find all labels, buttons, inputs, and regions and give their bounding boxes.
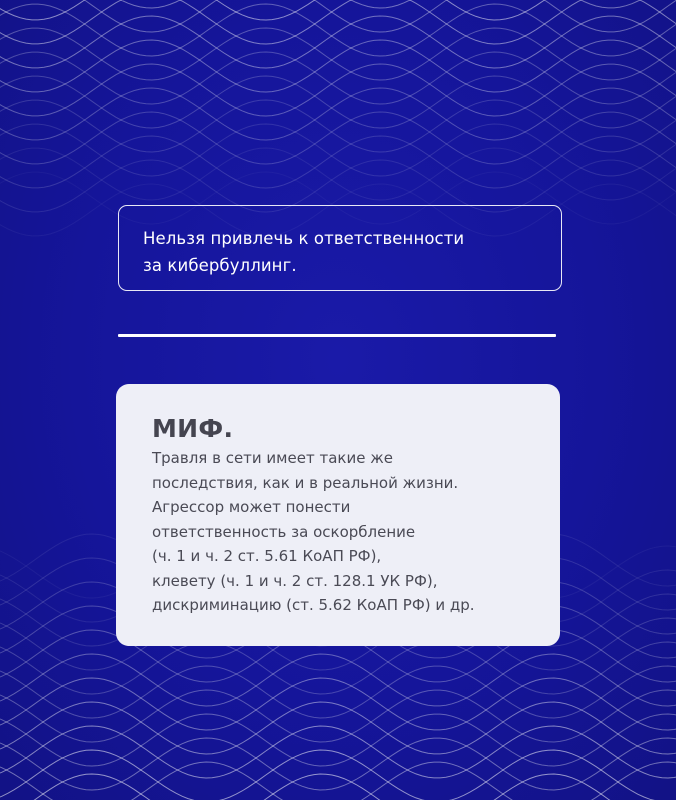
card-title: МИФ. (152, 414, 234, 443)
card-body-line-4: ответственность за оскорбление (152, 522, 416, 541)
divider-line (118, 334, 556, 337)
wave-line (0, 762, 676, 800)
wave-line (0, 0, 676, 20)
card-body-line-7: дискриминацию (ст. 5.62 КоАП РФ) и др. (152, 596, 475, 614)
myth-statement-box (118, 205, 562, 291)
card-body-line-3: Агрессор может понести (152, 498, 351, 516)
card-body (152, 446, 542, 618)
myth-statement-line-1: Нельзя привлечь к ответственности (143, 229, 465, 248)
card-body-line-6: клевету (ч. 1 и ч. 2 ст. 128.1 УК РФ), (152, 571, 438, 590)
wave-line (0, 0, 676, 44)
card-body-line-1: Травля в сети имеет такие же (152, 449, 393, 467)
myth-statement-line-2: за кибербуллинг. (143, 256, 297, 275)
card-body-line-2: последствия, как и в реальной жизни. (152, 473, 459, 492)
explanation-card (116, 384, 560, 646)
card-body-line-5: (ч. 1 и ч. 2 ст. 5.61 КоАП РФ), (152, 547, 382, 565)
